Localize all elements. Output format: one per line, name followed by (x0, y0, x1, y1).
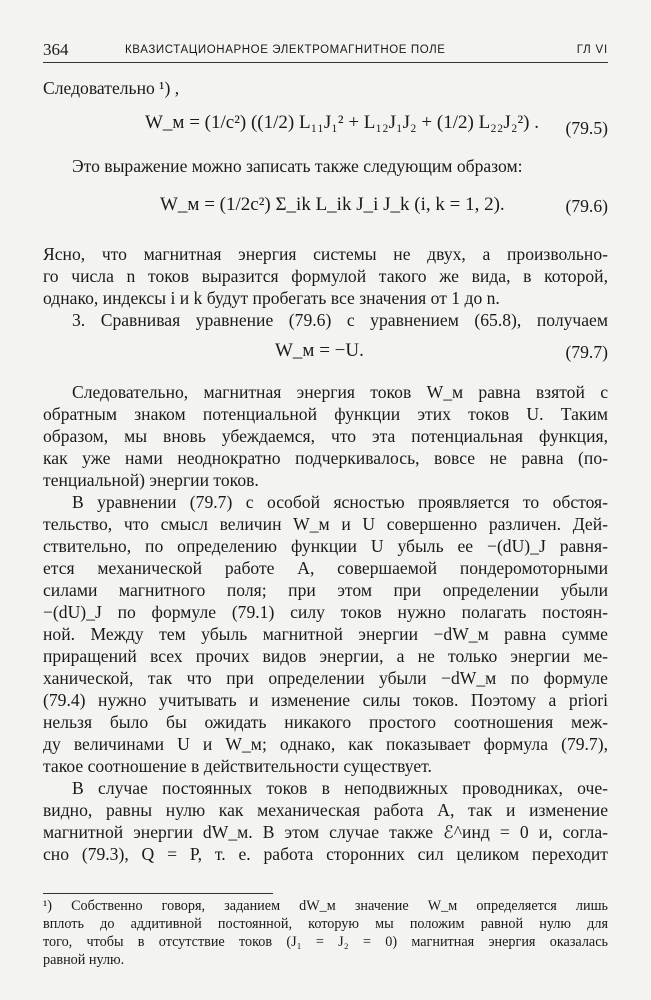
text-line: −(dU)_J по формуле (79.1) силу токов нужно полагать постоян- (43, 602, 608, 622)
footnote-rule (43, 893, 273, 894)
text-line: ду величинами U и W_м; однако, как показывает формула (79.7), (43, 734, 608, 754)
running-title: КВАЗИСТАЦИОНАРНОЕ ЭЛЕКТРОМАГНИТНОЕ ПОЛЕ (125, 44, 446, 56)
equation-79-6 (160, 194, 505, 216)
text-line: тельство, что смысл величин W_м и U совершенно различен. Дей- (43, 514, 608, 534)
equation-text: W_м = (1/c²) ((1/2) L₁₁J₁² + L₁₂J₁J₂ + (1/2) L₂₂J₂²) . (145, 112, 539, 133)
footnote-line: равной нулю. (43, 952, 125, 968)
chapter-label: ГЛ VI (576, 44, 608, 56)
footnote-line: вплоть до аддитивной постоянной, которую мы положим равной нулю для (43, 916, 608, 932)
equation-79-5 (145, 112, 539, 134)
text-line: ной. Между тем убыль магнитной энергии −dW_м равна сумме (43, 624, 608, 644)
text-line: 3. Сравнивая уравнение (79.6) с уравнением (65.8), получаем (72, 310, 608, 330)
equation-number: (79.7) (565, 342, 608, 362)
text-line: В случае постоянных токов в неподвижных проводниках, оче- (72, 778, 608, 798)
text-line: сно (79.3), Q = P, т. е. работа сторонних сил целиком переходит (43, 844, 608, 864)
equation-text: W_м = (1/2c²) Σ_ik L_ik J_i J_k (i, k = 1, 2). (160, 194, 505, 215)
text-line: как уже нами неоднократно подчеркивалось, вовсе не равна (по- (43, 448, 608, 468)
text-line: Следовательно ¹) , (43, 78, 180, 98)
equation-number: (79.5) (565, 118, 608, 138)
running-header (43, 38, 608, 63)
text-line: образом, мы вновь убеждаемся, что эта потенциальная функция, (43, 426, 608, 446)
text-line: Это выражение можно записать также следующим образом: (72, 156, 523, 176)
text-line: приращений всех прочих видов энергии, а не только энергии ме- (43, 646, 608, 666)
equation-79-7: W_м = −U. (275, 340, 364, 361)
text-line: силами магнитного поля; при этом при определении убыли (43, 580, 608, 600)
page-number: 364 (43, 40, 69, 59)
text-line: видно, равны нулю как механическая работа A, так и изменение (43, 800, 608, 820)
text-line: магнитной энергии dW_м. В этом случае также ℰ^инд = 0 и, согла- (43, 822, 608, 842)
text-line: го числа n токов выразится формулой такого же вида, в которой, (43, 266, 608, 286)
footnote-line: того, чтобы в отсутствие токов (J₁ = J₂ = 0) магнитная энергия оказалась (43, 934, 608, 950)
text-line: тенциальной) энергии токов. (43, 470, 259, 490)
text-line: (79.4) нужно учитывать и изменение силы токов. Поэтому a priori (43, 690, 608, 710)
text-line: такое соотношение в действительности существует. (43, 756, 432, 776)
text-line: обратным знаком потенциальной функции этих токов U. Таким (43, 404, 608, 424)
text-line: Следовательно, магнитная энергия токов W_м равна взятой с (72, 382, 608, 402)
footnote-line: ¹) Собственно говоря, заданием dW_м значение W_м определяется лишь (43, 898, 608, 914)
text-line: ствительно, по определению функции U убыль ее −(dU)_J равня- (43, 536, 608, 556)
text-line: ханической, так что при определении убыли −dW_м по формуле (43, 668, 608, 688)
text-line: ется механической работе A, совершаемой пондеромоторными (43, 558, 608, 578)
text-line: Ясно, что магнитная энергия системы не двух, а произвольно- (43, 244, 608, 264)
equation-number: (79.6) (565, 196, 608, 216)
text-line: нельзя было бы ожидать никакого простого соотношения меж- (43, 712, 608, 732)
text-line: В уравнении (79.7) с особой ясностью проявляется то обстоя- (72, 492, 608, 512)
text-line: однако, индексы i и k будут пробегать все значения от 1 до n. (43, 288, 500, 308)
